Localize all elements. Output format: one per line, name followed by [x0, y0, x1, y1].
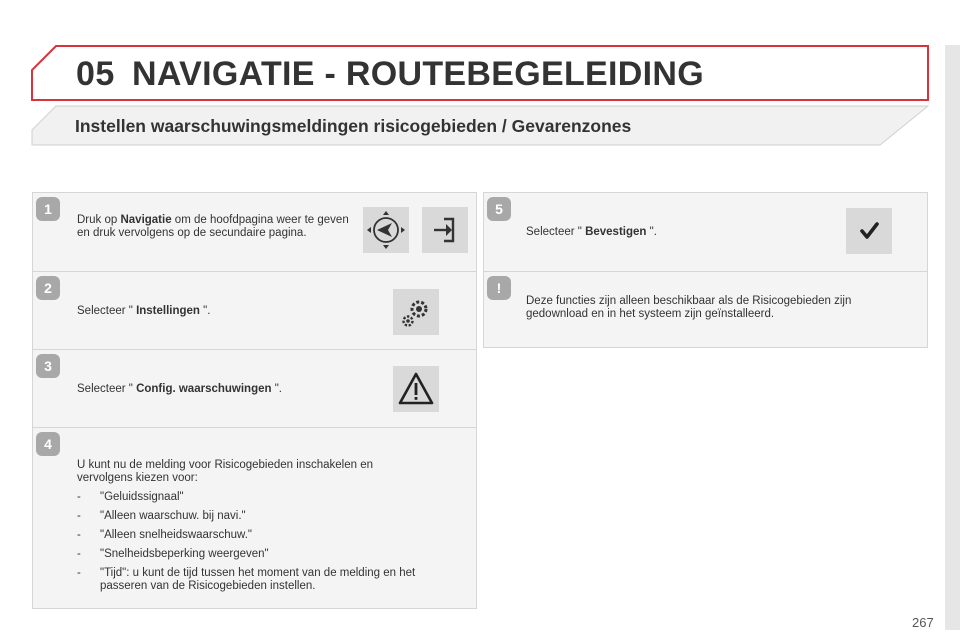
- note-row: [484, 271, 927, 349]
- step-2: [33, 271, 476, 349]
- list-item: - "Snelheidsbeperking weergeven": [77, 548, 269, 560]
- step-5: [484, 193, 927, 271]
- chapter-number: 05: [76, 55, 115, 93]
- options-intro: U kunt nu de melding voor Risicogebieden inschakelen en vervolgens kiezen voor:: [77, 459, 373, 484]
- page-title: NAVIGATIE - ROUTEBEGELEIDING: [132, 55, 704, 93]
- options-list: [77, 491, 427, 593]
- steps-panel-left: [32, 192, 477, 609]
- step-badge: 3: [36, 354, 60, 378]
- step-4: [33, 427, 476, 610]
- step-badge: 5: [487, 197, 511, 221]
- list-item: - "Tijd": u kunt de tijd tussen het moment van de melding en het passeren van de Risicogebieden instellen.: [77, 567, 416, 592]
- warning-badge-icon: !: [487, 276, 511, 300]
- step-1: [33, 193, 476, 271]
- note-text: Deze functies zijn alleen beschikbaar als de Risicogebieden zijn gedownload en in het systeem zijn geïnstalleerd.: [526, 295, 852, 320]
- secondary-page-icon: [422, 207, 468, 253]
- step-badge: 2: [36, 276, 60, 300]
- page-number: 267: [912, 615, 934, 630]
- warning-triangle-icon: [393, 366, 439, 412]
- step-text: Selecteer " Bevestigen ".: [526, 226, 657, 238]
- list-item: - "Alleen waarschuw. bij navi.": [77, 510, 246, 522]
- step-text: Selecteer " Instellingen ".: [77, 305, 211, 317]
- step-text: Selecteer " Config. waarschuwingen ".: [77, 383, 283, 395]
- step-badge: 4: [36, 432, 60, 456]
- checkmark-icon: [846, 208, 892, 254]
- section-subtitle: Instellen waarschuwingsmeldingen risicogebieden / Gevarenzones: [75, 116, 632, 136]
- step-badge: 1: [36, 197, 60, 221]
- page-margin-strip: [945, 45, 960, 630]
- list-item: - "Geluidssignaal": [77, 491, 184, 503]
- list-item: - "Alleen snelheidswaarschuw.": [77, 529, 252, 541]
- step-3: [33, 349, 476, 427]
- navigation-joystick-icon: [363, 207, 409, 253]
- settings-gears-icon: [393, 289, 439, 335]
- step-text: Druk op Navigatie om de hoofdpagina weer te geven en druk vervolgens op de secundaire pagina.: [77, 214, 349, 239]
- steps-panel-right: [483, 192, 928, 348]
- step-text: [77, 459, 427, 593]
